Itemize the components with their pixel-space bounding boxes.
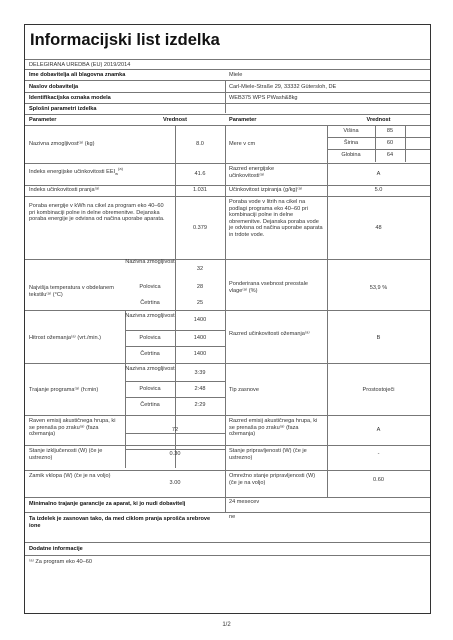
width-value: 60 xyxy=(386,140,394,146)
noise-emission-label: Raven emisij akustičnega hrupa, ki se prenaša po zraku⁽ᵃ⁾ (faza ožemanja) xyxy=(29,418,116,438)
spin-quarter-label: Četrtina xyxy=(140,351,160,357)
moisture-value: 53,9 % xyxy=(369,285,388,291)
dimensions-label: Mere v cm xyxy=(229,141,256,147)
rule xyxy=(25,497,430,498)
temp-half-value: 28 xyxy=(196,284,204,290)
rule xyxy=(25,470,430,471)
capacity-label: Nazivna zmogljivost⁽ᵃ⁾ (kg) xyxy=(29,141,95,147)
model-label: Identifikacijska oznaka modela xyxy=(29,95,111,101)
standby-value: - xyxy=(377,451,380,457)
header-value-2: Vrednost xyxy=(366,117,391,123)
height-label: Višina xyxy=(343,128,359,134)
duration-half-label: Polovica xyxy=(139,386,161,392)
rule xyxy=(327,149,430,150)
noise-class-label: Razred emisij akustičnega hrupa, ki se prenaša po zraku⁽ᵃ⁾ (faza ožemanja) xyxy=(229,418,318,438)
water-consumption-value: 48 xyxy=(375,225,382,231)
warranty-value: 24 mesecev xyxy=(229,499,260,505)
header-parameter-2: Parameter xyxy=(229,117,257,123)
energy-consumption-label: Poraba energije v kWh na cikel za program eko 40–60 pri kombinaciji polne in delne obremenitve. Dejanska poraba energije je odvisna od načina uporabe aparata. xyxy=(29,203,165,223)
eei-value: 41.6 xyxy=(194,171,206,177)
silver-ions-value: ne xyxy=(229,514,236,520)
width-label: Širina xyxy=(343,140,359,146)
rule xyxy=(25,415,430,416)
spin-half-value: 1400 xyxy=(193,335,207,341)
rule xyxy=(225,125,226,497)
rule xyxy=(225,80,226,113)
duration-rated-label: Nazivna zmogljivost xyxy=(125,366,175,372)
noise-class-value: A xyxy=(376,427,381,433)
max-temperature-label: Najvišja temperatura v obdelanem tekstilu⁽ᵃ⁾ (°C) xyxy=(29,285,114,298)
off-mode-value: 0.30 xyxy=(169,451,181,457)
rule xyxy=(125,397,225,398)
regulation-text: DELEGIRANA UREDBA (EU) 2019/2014 xyxy=(29,62,131,68)
spin-speed-label: Hitrost ožemanja⁽ᵃ⁾ (vrt./min.) xyxy=(29,335,101,341)
rule xyxy=(405,125,406,162)
off-mode-label: Stanje izključenosti (W) (če je ustrezno) xyxy=(29,448,103,461)
moisture-label: Ponderirana vsebnost preostale vlage⁽ᵃ⁾ (%) xyxy=(229,281,308,294)
duration-quarter-value: 2:29 xyxy=(194,402,206,408)
eei-subscript: w xyxy=(115,170,119,176)
rule xyxy=(25,542,430,543)
warranty-label: Minimalno trajanje garancije za aparat, ki jo nudi dobavitelj xyxy=(29,501,186,507)
temp-quarter-value: 25 xyxy=(196,300,204,306)
rule xyxy=(327,137,430,138)
rule xyxy=(25,310,430,311)
rule xyxy=(25,125,430,126)
rule xyxy=(125,330,225,331)
washing-index-label: Indeks učinkovitosti pranja⁽ᵃ⁾ xyxy=(29,187,100,193)
spin-quarter-value: 1400 xyxy=(193,351,207,357)
rule xyxy=(25,363,430,364)
rule xyxy=(225,497,226,512)
supplier-address-label: Naslov dobavitelja xyxy=(29,84,79,90)
water-consumption-label: Poraba vode v litrih na cikel na podlagi programa eko 40–60 pri kombinaciji polne in delne obremenitve. Dejanska poraba vode je odvisna od načina uporabe aparata in trdote vode. xyxy=(229,199,323,238)
product-information-sheet xyxy=(24,24,431,614)
rule xyxy=(125,381,225,382)
program-duration-label: Trajanje programa⁽ᵃ⁾ (h:min) xyxy=(29,387,99,393)
delay-start-value: 3.00 xyxy=(169,480,181,486)
duration-rated-value: 3:39 xyxy=(194,370,206,376)
rinsing-value: 5.0 xyxy=(374,187,383,193)
depth-label: Globina xyxy=(341,152,361,158)
rule xyxy=(327,125,328,497)
sheet-title: Informacijski list izdelka xyxy=(30,31,220,49)
energy-class-label: Razred energijske učinkovitosti⁽ᵃ⁾ xyxy=(229,166,275,179)
general-params-heading: Splošni parametri izdelka xyxy=(29,106,97,112)
spin-half-label: Polovica xyxy=(139,335,161,341)
rule xyxy=(25,163,430,164)
spin-class-label: Razred učinkovitosti ožemanja⁽ᵃ⁾ xyxy=(229,331,310,337)
temp-half-label: Polovica xyxy=(139,284,161,290)
rule xyxy=(25,114,430,115)
rule xyxy=(125,346,225,347)
rule xyxy=(125,449,225,450)
header-parameter-1: Parameter xyxy=(29,117,57,123)
noise-emission-value: 72 xyxy=(171,427,179,433)
model-value: WEB375 WPS PWash&8kg xyxy=(229,95,298,101)
design-type-label: Tip zasnove xyxy=(229,387,259,393)
rule xyxy=(25,92,430,93)
rule xyxy=(25,259,430,260)
rule xyxy=(25,80,430,81)
rule xyxy=(125,415,126,468)
network-standby-value: 0.60 xyxy=(373,477,384,483)
rule xyxy=(25,512,430,513)
height-value: 85 xyxy=(386,128,394,134)
spin-rated-value: 1400 xyxy=(193,317,207,323)
network-standby-label: Omrežno stanje pripravljenosti (W) (če je na voljo) xyxy=(229,473,316,486)
rule xyxy=(25,69,430,70)
spin-class-value: B xyxy=(376,335,381,341)
supplier-name-label: Ime dobavitelja ali blagovna znamka xyxy=(29,72,126,78)
temp-quarter-label: Četrtina xyxy=(140,300,160,306)
spin-rated-label: Nazivna zmogljivost xyxy=(125,313,175,319)
energy-consumption-value: 0.379 xyxy=(193,225,207,231)
rule xyxy=(25,185,430,186)
design-type-value: Prostostoječi xyxy=(362,387,395,393)
supplier-address: Carl-Miele-Straße 29, 33332 Gütersloh, DE xyxy=(229,84,337,90)
standby-label: Stanje pripravljenosti (W) (če je ustrezno) xyxy=(229,448,307,461)
footnote: ⁽ᵃ⁾ Za program eko 40–60 xyxy=(29,559,92,565)
rule xyxy=(175,125,176,310)
energy-class-value: A xyxy=(376,171,381,177)
duration-half-value: 2:48 xyxy=(194,386,206,392)
silver-ions-label: Ta izdelek je zasnovan tako, da med ciklom pranja sprošča srebrove ione xyxy=(29,516,211,529)
rinsing-label: Učinkovitost izpiranja (g/kg)⁽ᵃ⁾ xyxy=(229,187,303,193)
temp-rated-value: 32 xyxy=(196,266,204,272)
rule xyxy=(25,555,430,556)
eei-label: Indeks energijske učinkovitosti $EEI_w^{(a)}$ xyxy=(29,166,123,176)
rule xyxy=(25,59,430,60)
depth-value: 64 xyxy=(386,152,394,158)
page-number: 1/2 xyxy=(222,622,231,628)
rule xyxy=(25,196,430,197)
additional-info-heading: Dodatne informacije xyxy=(29,546,83,552)
washing-index-value: 1.031 xyxy=(193,187,207,193)
eei-superscript: (a) xyxy=(118,166,123,171)
supplier-name: Miele xyxy=(229,72,243,78)
temp-rated-label: Nazivna zmogljivost xyxy=(125,259,175,265)
header-value-1: Vrednost xyxy=(163,117,187,123)
rule xyxy=(25,103,430,104)
rule xyxy=(25,445,430,446)
delay-start-label: Zamik vklopa (W) (če je na voljo) xyxy=(29,473,111,479)
duration-quarter-label: Četrtina xyxy=(140,402,160,408)
capacity-value: 8.0 xyxy=(196,141,204,147)
